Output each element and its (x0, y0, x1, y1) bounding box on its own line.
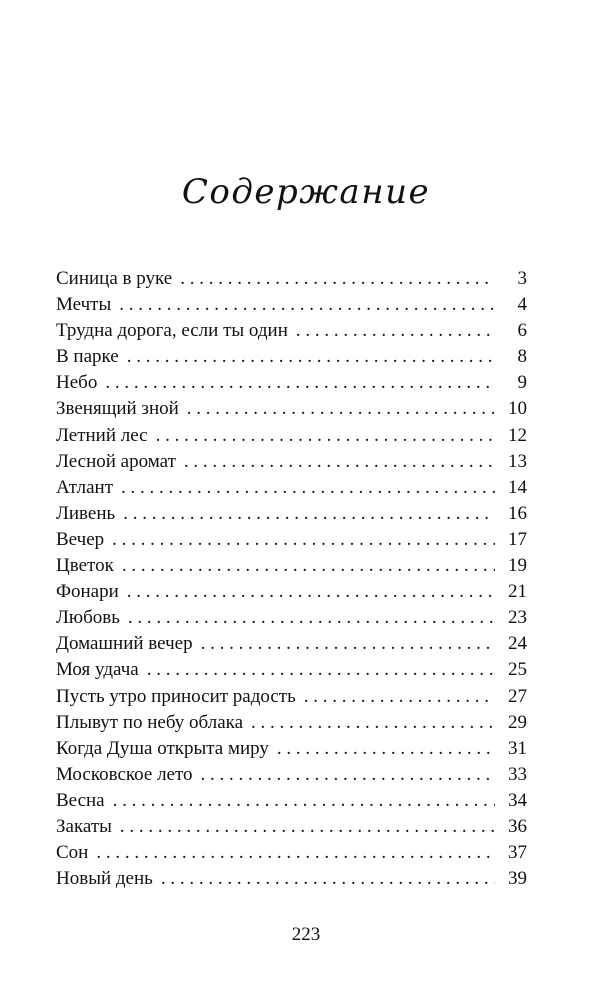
toc-entry[interactable] (56, 710, 527, 736)
toc-entry-page-number: 37 (508, 842, 527, 864)
toc-entry-page-number: 10 (508, 398, 527, 420)
toc-entry[interactable] (56, 579, 527, 605)
toc-entry-page-number: 39 (508, 868, 527, 890)
toc-entry-title: Пусть утро приносит радость (56, 685, 296, 707)
toc-entry-page-number: 3 (517, 268, 527, 289)
toc-dot-leader (184, 449, 495, 475)
toc-entry-page-number: 19 (508, 555, 527, 577)
toc-dot-leader (304, 684, 495, 710)
toc-entry-title: Моя удача (56, 659, 139, 681)
toc-entry-page-number: 33 (508, 763, 527, 785)
toc-entry-page-number: 24 (508, 633, 527, 655)
toc-dot-leader (147, 657, 495, 683)
toc-entry-page-number: 21 (508, 581, 527, 603)
toc-dot-leader (201, 762, 495, 788)
toc-entry-page-number: 8 (517, 346, 527, 368)
toc-dot-leader (127, 579, 495, 605)
toc-entry-title: Атлант (56, 476, 113, 498)
toc-entry[interactable] (56, 814, 527, 840)
toc-entry[interactable] (56, 553, 527, 579)
toc-entry-title: Небо (56, 372, 98, 394)
toc-dot-leader (277, 736, 495, 762)
toc-dot-leader (119, 292, 495, 318)
toc-dot-leader (121, 475, 495, 501)
toc-entry-title: Московское лето (56, 763, 193, 785)
toc-entry-title: Лесной аромат (56, 450, 176, 472)
toc-entry[interactable] (56, 266, 527, 292)
toc-entry-page-number: 4 (517, 294, 527, 316)
toc-entry-title: Новый день (56, 868, 153, 890)
toc-entry[interactable] (56, 396, 527, 422)
toc-entry-page-number: 25 (508, 659, 527, 681)
toc-entry-title: Весна (56, 789, 105, 811)
toc-entry-title: Цветок (56, 555, 114, 577)
toc-dot-leader (201, 631, 495, 657)
toc-dot-leader (96, 840, 495, 866)
toc-entry[interactable] (56, 840, 527, 866)
toc-entry-title: Вечер (56, 528, 105, 550)
toc-entry-page-number: 34 (508, 789, 527, 811)
toc-entry[interactable] (56, 501, 527, 527)
toc-entry[interactable] (56, 762, 527, 788)
toc-dot-leader (296, 318, 495, 344)
toc-entry-page-number: 23 (508, 607, 527, 629)
toc-entry[interactable] (56, 527, 527, 553)
toc-entry-title: Синица в руке (56, 268, 173, 289)
toc-dot-leader (105, 370, 495, 396)
toc-entry[interactable] (56, 788, 527, 814)
toc-entry-title: Мечты (56, 294, 112, 316)
toc-entry-title: Трудна дорога, если ты один (56, 320, 288, 342)
toc-entry-page-number: 31 (508, 737, 527, 759)
toc-entry-title: Любовь (56, 607, 120, 629)
toc-dot-leader (127, 344, 495, 370)
toc-entry-title: Фонари (56, 581, 119, 603)
toc-entry[interactable] (56, 657, 527, 683)
toc-entry-title: В парке (56, 346, 119, 368)
toc-entry-title: Закаты (56, 815, 112, 837)
toc-dot-leader (161, 866, 495, 892)
toc-dot-leader (156, 423, 495, 449)
toc-dot-leader (113, 788, 495, 814)
toc-entry-title: Плывут по небу облака (56, 711, 244, 733)
toc-entry-title: Домашний вечер (56, 633, 193, 655)
toc-entry-page-number: 36 (508, 815, 527, 837)
toc-dot-leader (122, 553, 495, 579)
toc-entry-title: Сон (56, 842, 89, 864)
toc-entry[interactable] (56, 866, 527, 892)
page-number: 223 (291, 924, 321, 945)
toc-dot-leader (128, 605, 495, 631)
toc-entry-title: Звенящий зной (56, 398, 179, 420)
toc-dot-leader (123, 501, 495, 527)
toc-entry[interactable] (56, 318, 527, 344)
toc-dot-leader (180, 266, 495, 292)
toc-entry[interactable] (56, 736, 527, 762)
toc-entry-page-number: 13 (508, 450, 527, 472)
toc-entry-title: Летний лес (56, 424, 148, 446)
toc-entry-page-number: 27 (508, 685, 527, 707)
toc-dot-leader (120, 814, 495, 840)
table-of-contents (56, 266, 527, 892)
toc-entry[interactable] (56, 370, 527, 396)
toc-entry[interactable] (56, 605, 527, 631)
toc-entry-page-number: 9 (517, 372, 527, 394)
toc-dot-leader (251, 710, 495, 736)
toc-entry[interactable] (56, 344, 527, 370)
toc-entry[interactable] (56, 292, 527, 318)
toc-entry-page-number: 14 (508, 476, 527, 498)
toc-entry-page-number: 17 (508, 528, 527, 550)
toc-entry-page-number: 29 (508, 711, 527, 733)
toc-entry-title: Ливень (56, 502, 116, 524)
toc-entry[interactable] (56, 423, 527, 449)
toc-entry-page-number: 6 (517, 320, 527, 342)
page-title: Содержание (181, 172, 431, 212)
toc-dot-leader (187, 396, 495, 422)
toc-entry-page-number: 12 (508, 424, 527, 446)
toc-entry-page-number: 16 (508, 502, 527, 524)
toc-entry[interactable] (56, 684, 527, 710)
toc-entry-title: Когда Душа открыта миру (56, 737, 269, 759)
toc-dot-leader (112, 527, 495, 553)
toc-entry[interactable] (56, 475, 527, 501)
toc-entry[interactable] (56, 449, 527, 475)
toc-entry[interactable] (56, 631, 527, 657)
